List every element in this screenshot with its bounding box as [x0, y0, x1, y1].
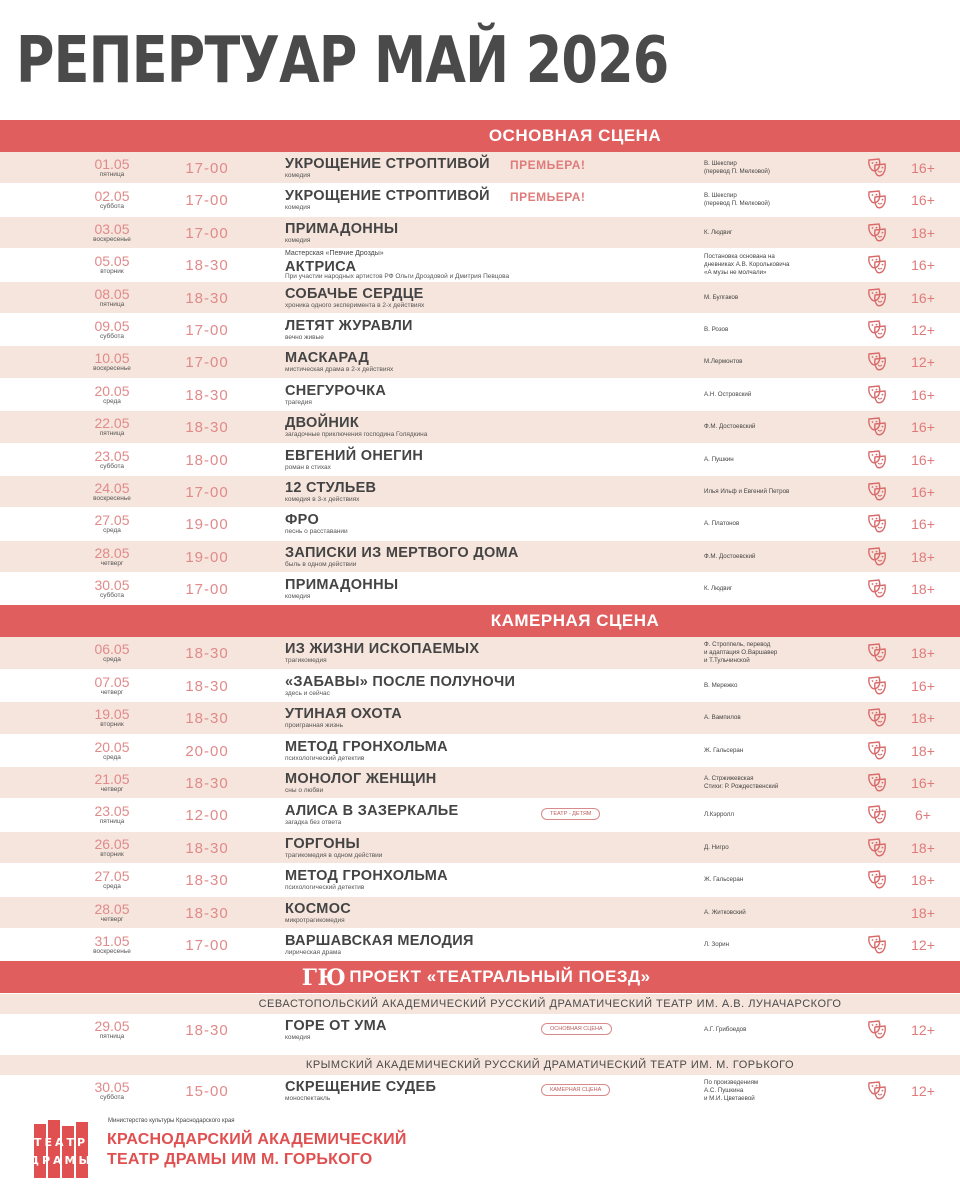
row-date: 28.05: [94, 900, 130, 917]
svg-text:ГЮ: ГЮ: [302, 965, 347, 992]
row-author: [704, 249, 854, 281]
row-date: 29.05: [94, 1018, 130, 1035]
table-row: [0, 832, 960, 864]
author-line: М.Лермонтов: [704, 358, 743, 366]
row-title: ГОРЕ ОТ УМА: [285, 1018, 387, 1035]
theatre-mask-icon: [866, 837, 888, 859]
row-date: 01.05: [94, 156, 130, 172]
row-time: 18-30: [185, 645, 229, 663]
table-row: [0, 152, 960, 184]
row-title: ЕВГЕНИЙ ОНЕГИН: [285, 447, 424, 464]
row-date: 30.05: [94, 577, 130, 594]
table-row: [0, 346, 960, 378]
row-weekday: четверг: [100, 559, 124, 567]
row-weekday: среда: [103, 397, 121, 405]
row-date: 03.05: [94, 220, 130, 237]
row-subtitle: загадочные приключения господина Голядкина: [285, 431, 428, 439]
table-row: [0, 637, 960, 669]
row-time: 17-00: [185, 192, 229, 210]
row-time: 18-30: [185, 710, 229, 728]
row-date: 09.05: [94, 317, 130, 334]
row-subtitle: хроника одного эксперимента в 2-х действиях: [285, 301, 425, 309]
stage-tag: ОСНОВНАЯ СЦЕНА: [541, 1023, 612, 1035]
age-rating: 18+: [911, 645, 935, 662]
section-heading: ОСНОВНАЯ СЦЕНА: [0, 120, 960, 152]
table-row: [0, 799, 960, 831]
author-line: Л. Зорин: [704, 940, 729, 948]
theatre-mask-icon: [866, 449, 888, 471]
row-title: ГОРГОНЫ: [285, 835, 361, 852]
row-date: 05.05: [94, 253, 130, 270]
author-line: Л.Кэрролл: [704, 811, 734, 819]
row-pretitle: Мастерская «Певчие Дрозды»: [285, 250, 384, 258]
row-subtitle: психологический детектив: [285, 754, 365, 762]
row-author: [704, 832, 854, 864]
age-rating: 16+: [911, 677, 935, 694]
author-line: М. Булгаков: [704, 293, 739, 301]
row-weekday: пятница: [99, 171, 125, 178]
author-line: Д. Нигро: [704, 843, 729, 851]
row-title: ПРИМАДОННЫ: [285, 577, 399, 594]
row-author: [704, 1075, 854, 1107]
author-line: Ф. Строппель, перевод: [704, 641, 771, 649]
row-time: 18-30: [185, 289, 229, 307]
row-author: [704, 929, 854, 961]
row-weekday: воскресенье: [93, 947, 131, 955]
project-heading: [0, 961, 960, 993]
row-date: 27.05: [94, 868, 130, 885]
author-line: Ф.М. Достоевский: [704, 423, 756, 431]
guest-theatre-name: КРЫМСКИЙ АКАДЕМИЧЕСКИЙ РУССКИЙ ДРАМАТИЧЕСКИЙ ТЕАТР ИМ. М. ГОРЬКОГО: [0, 1055, 960, 1075]
row-subtitle: мистическая драма в 2-х действиях: [285, 366, 394, 374]
stage-tag: КАМЕРНАЯ СЦЕНА: [541, 1084, 610, 1096]
author-line: дневниках А.В. Корольковича: [704, 261, 790, 269]
age-rating: 12+: [911, 936, 935, 953]
author-line: А. Пушкин: [704, 455, 734, 463]
row-time: 17-00: [185, 160, 229, 177]
table-row: [0, 897, 960, 929]
theatre-mask-icon: [866, 707, 888, 729]
theatre-mask-icon: [866, 1019, 888, 1041]
row-author: [704, 411, 854, 443]
author-line: К. Людвиг: [704, 228, 733, 236]
row-weekday: воскресенье: [93, 494, 131, 502]
row-weekday: суббота: [99, 462, 124, 470]
theatre-mask-icon: [866, 740, 888, 762]
row-subtitle: комедия в 3-х действиях: [285, 495, 360, 503]
row-weekday: пятница: [99, 430, 125, 438]
table-row: [0, 184, 960, 216]
row-title: УКРОЩЕНИЕ СТРОПТИВОЙ: [285, 188, 490, 205]
theatre-mask-icon: [866, 319, 888, 341]
project-logo: [302, 964, 347, 992]
row-title: 12 СТУЛЬЕВ: [285, 479, 377, 496]
row-author: [704, 897, 854, 929]
row-author: [704, 1014, 854, 1046]
row-subtitle: комедия: [285, 204, 311, 212]
row-time: 17-00: [185, 581, 229, 599]
row-title: ЛЕТЯТ ЖУРАВЛИ: [285, 317, 413, 334]
premiere-badge: ПРЕМЬЕРА!: [510, 158, 586, 172]
row-date: 24.05: [94, 479, 130, 496]
row-subtitle: психологический детектив: [285, 884, 365, 892]
row-date: 23.05: [94, 803, 130, 820]
footer: [29, 1114, 534, 1178]
section-heading: КАМЕРНАЯ СЦЕНА: [0, 605, 960, 637]
theatre-mask-icon: [866, 934, 888, 956]
age-rating: 12+: [911, 354, 935, 371]
row-title: СОБАЧЬЕ СЕРДЦЕ: [285, 285, 424, 302]
age-rating: 12+: [911, 321, 935, 338]
age-rating: 16+: [911, 160, 935, 176]
row-date: 06.05: [94, 641, 130, 658]
row-title: СКРЕЩЕНИЕ СУДЕБ: [285, 1079, 437, 1096]
row-weekday: среда: [103, 883, 121, 891]
row-subtitle: моноспектакль: [285, 1095, 331, 1103]
author-line: (перевод П. Мелковой): [704, 168, 770, 175]
row-time: 18-30: [185, 1022, 229, 1040]
theatre-mask-icon: [866, 287, 888, 309]
row-date: 22.05: [94, 415, 130, 432]
age-rating: 12+: [911, 1022, 935, 1039]
row-date: 27.05: [94, 512, 130, 529]
footer-ministry: Министерство культуры Краснодарского края: [108, 1118, 235, 1124]
row-date: 31.05: [94, 932, 130, 949]
age-rating: 18+: [911, 224, 935, 241]
row-title: МЕТОД ГРОНХОЛЬМА: [285, 738, 448, 755]
author-line: Постановка основана на: [704, 253, 775, 261]
row-title: УТИНАЯ ОХОТА: [285, 706, 403, 723]
row-weekday: суббота: [99, 1094, 124, 1102]
row-subtitle: быль в одном действии: [285, 560, 357, 568]
row-title: УКРОЩЕНИЕ СТРОПТИВОЙ: [285, 156, 490, 172]
age-rating: 16+: [911, 451, 935, 468]
row-weekday: пятница: [99, 1033, 125, 1041]
row-time: 18-30: [185, 419, 229, 437]
premiere-badge: ПРЕМЬЕРА!: [510, 190, 586, 205]
theatre-mask-icon: [866, 254, 888, 276]
row-date: 28.05: [94, 544, 130, 561]
age-rating: 18+: [911, 872, 935, 889]
row-time: 15-00: [185, 1083, 229, 1101]
author-line: Стихи: Р. Рождественский: [704, 783, 779, 791]
row-date: 20.05: [94, 382, 130, 399]
row-author: [704, 217, 854, 249]
author-line: К. Людвиг: [704, 585, 733, 593]
author-line: и адаптация О.Варшавер: [704, 649, 778, 657]
author-line: (перевод П. Мелковой): [704, 200, 770, 208]
row-subtitle: роман в стихах: [285, 463, 331, 471]
author-line: В. Мережко: [704, 681, 738, 689]
row-weekday: четверг: [100, 915, 124, 923]
age-rating: 16+: [911, 289, 935, 306]
author-line: «А музы не молчали»: [704, 269, 767, 277]
row-author: [704, 735, 854, 767]
age-rating: 16+: [911, 419, 935, 436]
row-weekday: вторник: [100, 721, 124, 729]
row-subtitle: здесь и сейчас: [285, 689, 330, 697]
age-rating: 12+: [911, 1083, 935, 1100]
row-subtitle: трагедия: [285, 398, 312, 406]
age-rating: 18+: [911, 581, 935, 598]
age-rating: 16+: [911, 257, 935, 274]
row-subtitle: вечно живые: [285, 333, 324, 341]
row-weekday: вторник: [100, 850, 124, 858]
row-time: 19-00: [185, 548, 229, 566]
row-author: [704, 184, 854, 216]
author-line: Илья Ильф и Евгений Петров: [704, 487, 790, 495]
table-row: [0, 476, 960, 508]
row-time: 18-30: [185, 839, 229, 857]
row-weekday: суббота: [99, 592, 124, 600]
table-row: [0, 670, 960, 702]
author-line: По произведениям: [704, 1079, 759, 1087]
row-subtitle: трагикомедия: [285, 657, 327, 665]
row-date: 21.05: [94, 771, 130, 788]
row-weekday: четверг: [100, 786, 124, 794]
row-weekday: пятница: [99, 818, 125, 826]
row-time: 18-00: [185, 451, 229, 469]
theatre-mask-icon: [866, 513, 888, 535]
row-author: [704, 767, 854, 799]
row-subtitle: комедия: [285, 236, 311, 244]
row-title: «ЗАБАВЫ» ПОСЛЕ ПОЛУНОЧИ: [285, 673, 516, 690]
row-date: 02.05: [94, 188, 130, 205]
theatre-mask-icon: [866, 642, 888, 664]
theatre-mask-icon: [866, 157, 888, 179]
table-row: [0, 282, 960, 314]
row-time: 17-00: [185, 354, 229, 372]
row-author: [704, 379, 854, 411]
row-time: 18-30: [185, 904, 229, 922]
row-subtitle: лирическая драма: [285, 948, 341, 956]
row-author: [704, 346, 854, 378]
row-subtitle: комедия: [285, 593, 311, 601]
author-line: В. Шекспир: [704, 160, 737, 167]
row-date: 07.05: [94, 673, 130, 690]
row-author: [704, 541, 854, 573]
row-subtitle: комедия: [285, 172, 311, 179]
row-author: [704, 702, 854, 734]
theatre-mask-icon: [866, 804, 888, 826]
schedule: [0, 120, 960, 1115]
row-title: ВАРШАВСКАЯ МЕЛОДИЯ: [285, 932, 474, 949]
author-line: А. Вампилов: [704, 714, 741, 722]
row-date: 23.05: [94, 447, 130, 464]
age-rating: 16+: [911, 386, 935, 403]
row-time: 18-30: [185, 872, 229, 890]
row-time: 18-30: [185, 257, 229, 275]
row-author: [704, 282, 854, 314]
age-rating: 18+: [911, 548, 935, 565]
author-line: и М.И. Цветаевой: [704, 1095, 755, 1103]
stage-tag: ТЕАТР - ДЕТЯМ: [541, 808, 600, 820]
author-line: Ж. Гальсеран: [704, 746, 744, 754]
theatre-mask-icon: [866, 384, 888, 406]
row-time: 18-30: [185, 386, 229, 404]
theatre-mask-icon: [866, 189, 888, 211]
row-subtitle: комедия: [285, 1034, 311, 1042]
age-rating: 18+: [911, 742, 935, 759]
table-row: [0, 217, 960, 249]
row-author: [704, 799, 854, 831]
row-subtitle: трагикомедия в одном действии: [285, 851, 383, 859]
row-date: 30.05: [94, 1079, 130, 1096]
table-row: [0, 1075, 960, 1115]
row-title: ИЗ ЖИЗНИ ИСКОПАЕМЫХ: [285, 641, 480, 658]
row-time: 20-00: [185, 742, 229, 760]
table-row: [0, 541, 960, 573]
table-row: [0, 929, 960, 961]
table-row: [0, 508, 960, 540]
theatre-mask-icon: [866, 869, 888, 891]
table-row: [0, 573, 960, 605]
row-date: 08.05: [94, 285, 130, 302]
row-time: 19-00: [185, 516, 229, 534]
row-author: [704, 670, 854, 702]
row-weekday: среда: [103, 527, 121, 535]
row-weekday: суббота: [99, 332, 124, 340]
row-title: ФРО: [285, 512, 320, 529]
project-heading-text: ПРОЕКТ «ТЕАТРАЛЬНЫЙ ПОЕЗД»: [349, 967, 651, 987]
row-weekday: пятница: [99, 300, 125, 308]
theatre-mask-icon: [866, 481, 888, 503]
author-line: А.С. Пушкина: [704, 1087, 744, 1095]
row-date: 19.05: [94, 706, 130, 723]
footer-theatre-name: КРАСНОДАРСКИЙ АКАДЕМИЧЕСКИЙ ТЕАТР ДРАМЫ ИМ М. ГОРЬКОГО: [107, 1131, 407, 1168]
row-title: АКТРИСА: [285, 259, 357, 276]
row-title: КОСМОС: [285, 900, 352, 917]
row-author: [704, 637, 854, 669]
row-title: АЛИСА В ЗАЗЕРКАЛЬЕ: [285, 803, 459, 820]
row-title: СНЕГУРОЧКА: [285, 382, 387, 399]
author-line: А. Стржижевская: [704, 775, 754, 783]
age-rating: 16+: [911, 516, 935, 533]
theatre-mask-icon: [866, 416, 888, 438]
author-line: Ф.М. Достоевский: [704, 552, 756, 560]
author-line: А. Житковский: [704, 908, 746, 916]
row-time: 17-00: [185, 483, 229, 501]
theatre-mask-icon: [866, 1080, 888, 1102]
row-author: [704, 864, 854, 896]
theatre-mask-icon: [866, 222, 888, 244]
row-time: 18-30: [185, 775, 229, 793]
age-rating: 16+: [911, 775, 935, 792]
row-author: [704, 444, 854, 476]
row-title: ПРИМАДОННЫ: [285, 220, 399, 237]
row-weekday: суббота: [99, 203, 124, 211]
row-weekday: среда: [103, 656, 121, 664]
row-time: 17-00: [185, 321, 229, 339]
theatre-mask-icon: [866, 546, 888, 568]
table-row: [0, 864, 960, 896]
table-row: [0, 411, 960, 443]
row-author: [704, 314, 854, 346]
guest-theatre-name: СЕВАСТОПОЛЬСКИЙ АКАДЕМИЧЕСКИЙ РУССКИЙ ДРАМАТИЧЕСКИЙ ТЕАТР ИМ. А.В. ЛУНАЧАРСКОГО: [0, 994, 960, 1014]
row-title: МЕТОД ГРОНХОЛЬМА: [285, 868, 448, 885]
row-subtitle: проигранная жизнь: [285, 722, 344, 730]
row-subtitle: сны о любви: [285, 787, 324, 795]
row-subtitle: При участии народных артистов РФ Ольги Дроздовой и Дмитрия Певцова: [285, 273, 510, 281]
table-row: [0, 767, 960, 799]
table-row: [0, 314, 960, 346]
theatre-mask-icon: [866, 351, 888, 373]
age-rating: 6+: [915, 807, 931, 824]
table-row: [0, 1014, 960, 1054]
age-rating: 16+: [911, 483, 935, 500]
row-date: 10.05: [94, 350, 130, 367]
age-rating: 18+: [911, 839, 935, 856]
row-title: ДВОЙНИК: [285, 415, 359, 432]
age-rating: 16+: [911, 192, 935, 209]
svg-text:ТЕАТР: ТЕАТР: [33, 1136, 89, 1149]
age-rating: 18+: [911, 710, 935, 727]
row-author: [704, 476, 854, 508]
page-title: РЕПЕРТУАР МАЙ 2026: [16, 24, 669, 98]
row-subtitle: микротрагикомедия: [285, 916, 345, 924]
author-line: В. Шекспир: [704, 192, 737, 200]
row-title: ЗАПИСКИ ИЗ МЕРТВОГО ДОМА: [285, 544, 519, 561]
table-row: [0, 735, 960, 767]
row-title: МАСКАРАД: [285, 350, 370, 367]
theatre-mask-icon: [866, 772, 888, 794]
row-author: [704, 152, 854, 184]
theatre-mask-icon: [866, 675, 888, 697]
table-row: [0, 379, 960, 411]
theatre-mask-icon: [866, 578, 888, 600]
row-time: 17-00: [185, 936, 229, 954]
age-rating: 18+: [911, 904, 935, 921]
row-subtitle: загадка без ответа: [285, 819, 342, 827]
table-row: [0, 444, 960, 476]
row-subtitle: песнь о расставании: [285, 528, 348, 536]
row-weekday: вторник: [100, 268, 124, 276]
svg-text:ДРАМЫ: ДРАМЫ: [29, 1154, 93, 1167]
row-weekday: четверг: [100, 688, 124, 696]
table-row: [0, 702, 960, 734]
row-author: [704, 573, 854, 605]
row-time: 18-30: [185, 677, 229, 695]
row-time: 12-00: [185, 807, 229, 825]
row-date: 20.05: [94, 738, 130, 755]
row-title: МОНОЛОГ ЖЕНЩИН: [285, 771, 437, 788]
author-line: В. Розов: [704, 325, 729, 333]
author-line: Ж. Гальсеран: [704, 876, 744, 884]
author-line: и Т.Тульчинской: [704, 657, 750, 665]
table-row: [0, 249, 960, 281]
theatre-logo-icon: [29, 1118, 94, 1178]
author-line: А.Н. Островский: [704, 390, 752, 398]
row-weekday: среда: [103, 753, 121, 761]
row-time: 17-00: [185, 224, 229, 242]
author-line: А.Г. Грибоедов: [704, 1026, 747, 1034]
row-author: [704, 508, 854, 540]
row-weekday: воскресенье: [93, 365, 131, 373]
author-line: А. Платонов: [704, 520, 740, 528]
row-weekday: воскресенье: [93, 235, 131, 243]
row-date: 26.05: [94, 835, 130, 852]
